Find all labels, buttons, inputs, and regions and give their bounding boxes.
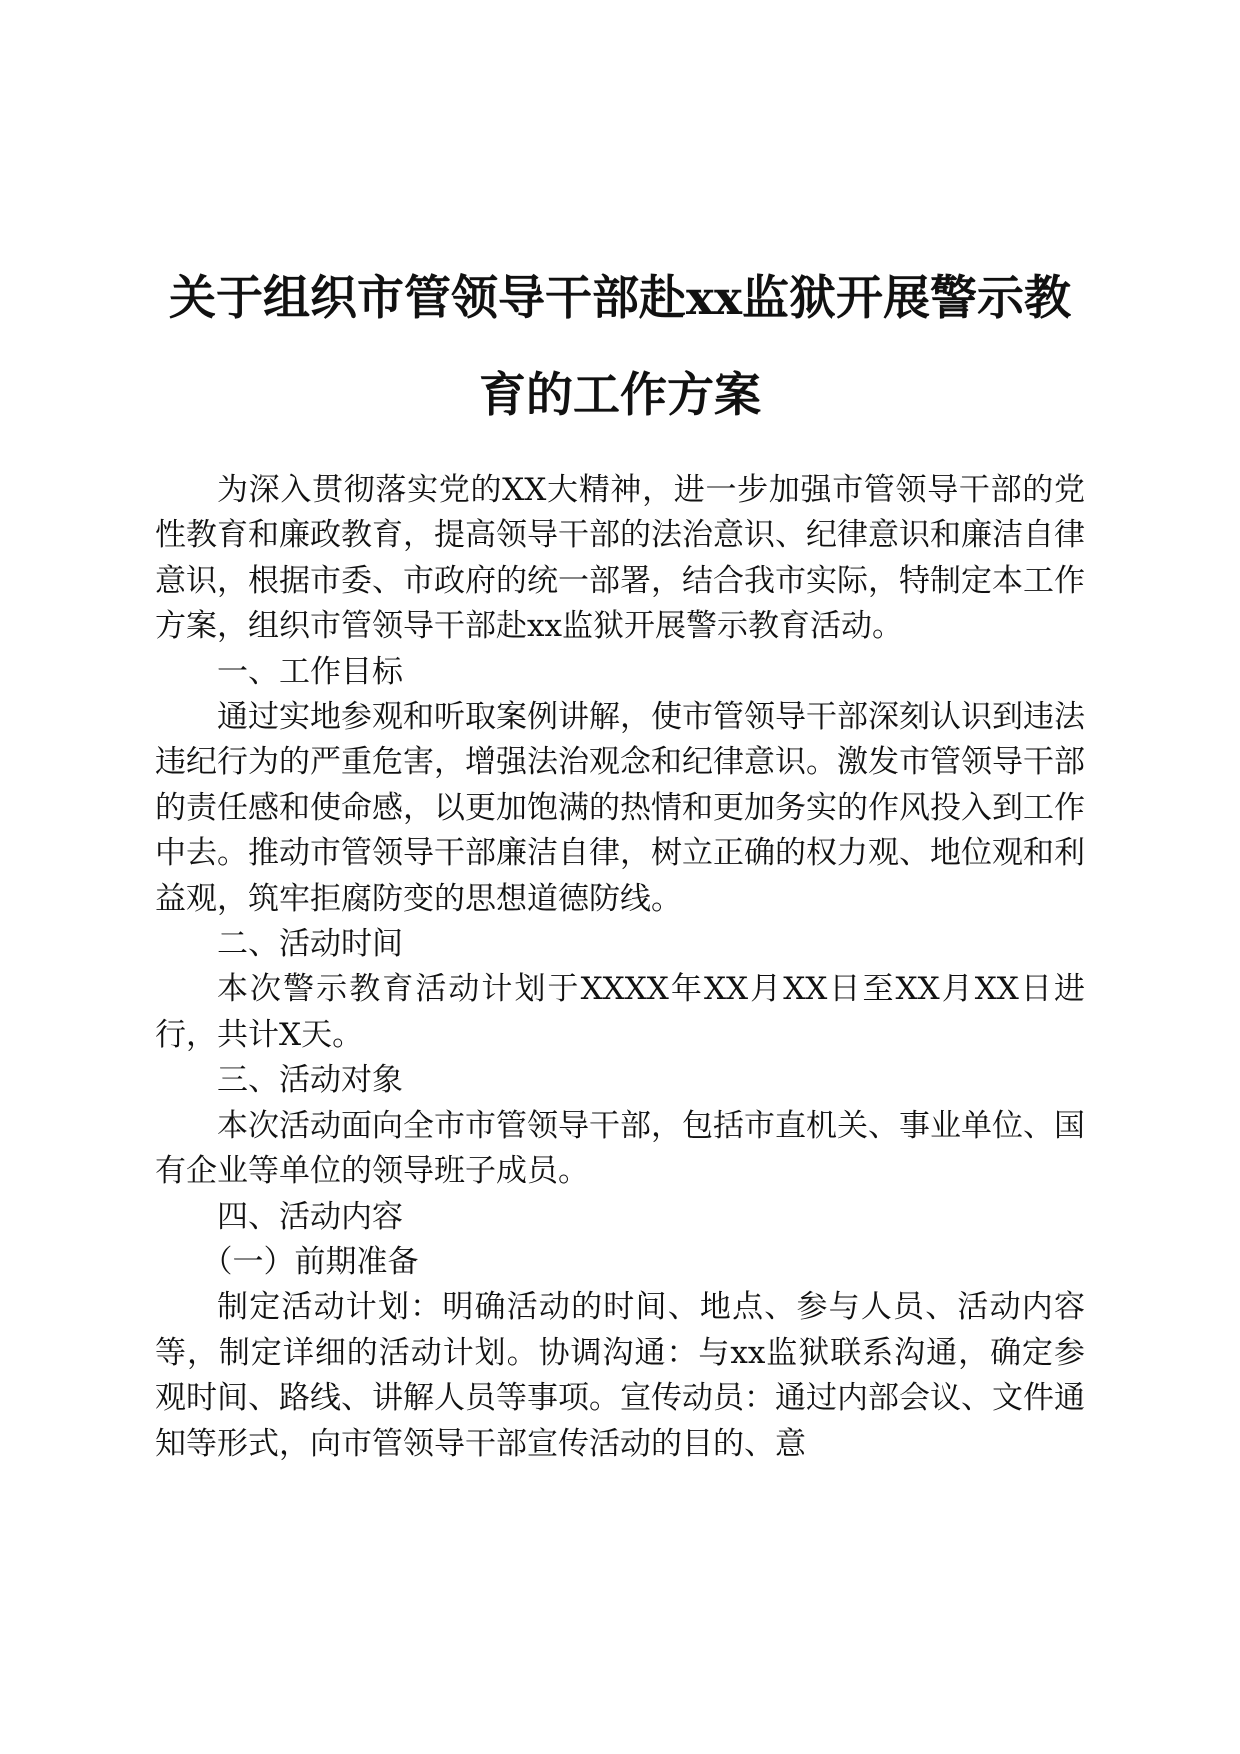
section-text-time: 本次警示教育活动计划于XXXX年XX月XX日至XX月XX日进行，共计X天。 xyxy=(155,971,1085,1053)
subsection-heading-preparation: （一）前期准备 xyxy=(201,1243,419,1280)
document-title xyxy=(150,250,1090,444)
section-text-goals: 通过实地参观和听取案例讲解，使市管领导干部深刻认识到违法违纪行为的严重危害，增强法治观念和纪律意识。激发市管领导干部的责任感和使命感，以更加饱满的热情和更加务实的作风投入到工作中去。推动市管领导干部廉洁自律，树立正确的权力观、地位观和利益观，筑牢拒腐防变的思想道德防线。 xyxy=(155,699,1085,917)
section-heading-content: 四、活动内容 xyxy=(217,1198,403,1235)
section-text-participants: 本次活动面向全市市管领导干部，包括市直机关、事业单位、国有企业等单位的领导班子成员。 xyxy=(155,1107,1085,1190)
title-line-2: 育的工作方案 xyxy=(479,368,761,423)
section-heading-participants: 三、活动对象 xyxy=(217,1062,403,1099)
section-heading-time: 二、活动时间 xyxy=(217,926,403,963)
section-text-preparation: 制定活动计划：明确活动的时间、地点、参与人员、活动内容等，制定详细的活动计划。协调沟通：与xx监狱联系沟通，确定参观时间、路线、讲解人员等事项。宣传动员：通过内部会议、文件通知等形式，向市管领导干部宣传活动的目的、意 xyxy=(155,1289,1085,1462)
section-heading-goals: 一、工作目标 xyxy=(217,653,403,690)
intro-paragraph: 为深入贯彻落实党的XX大精神，进一步加强市管领导干部的党性教育和廉政教育，提高领导干部的法治意识、纪律意识和廉洁自律意识，根据市委、市政府的统一部署，结合我市实际，特制定本工作方案，组织市管领导干部赴xx监狱开展警示教育活动。 xyxy=(155,472,1085,645)
title-line-1: 关于组织市管领导干部赴xx监狱开展警示教 xyxy=(168,271,1072,326)
document-body xyxy=(155,468,1085,1467)
